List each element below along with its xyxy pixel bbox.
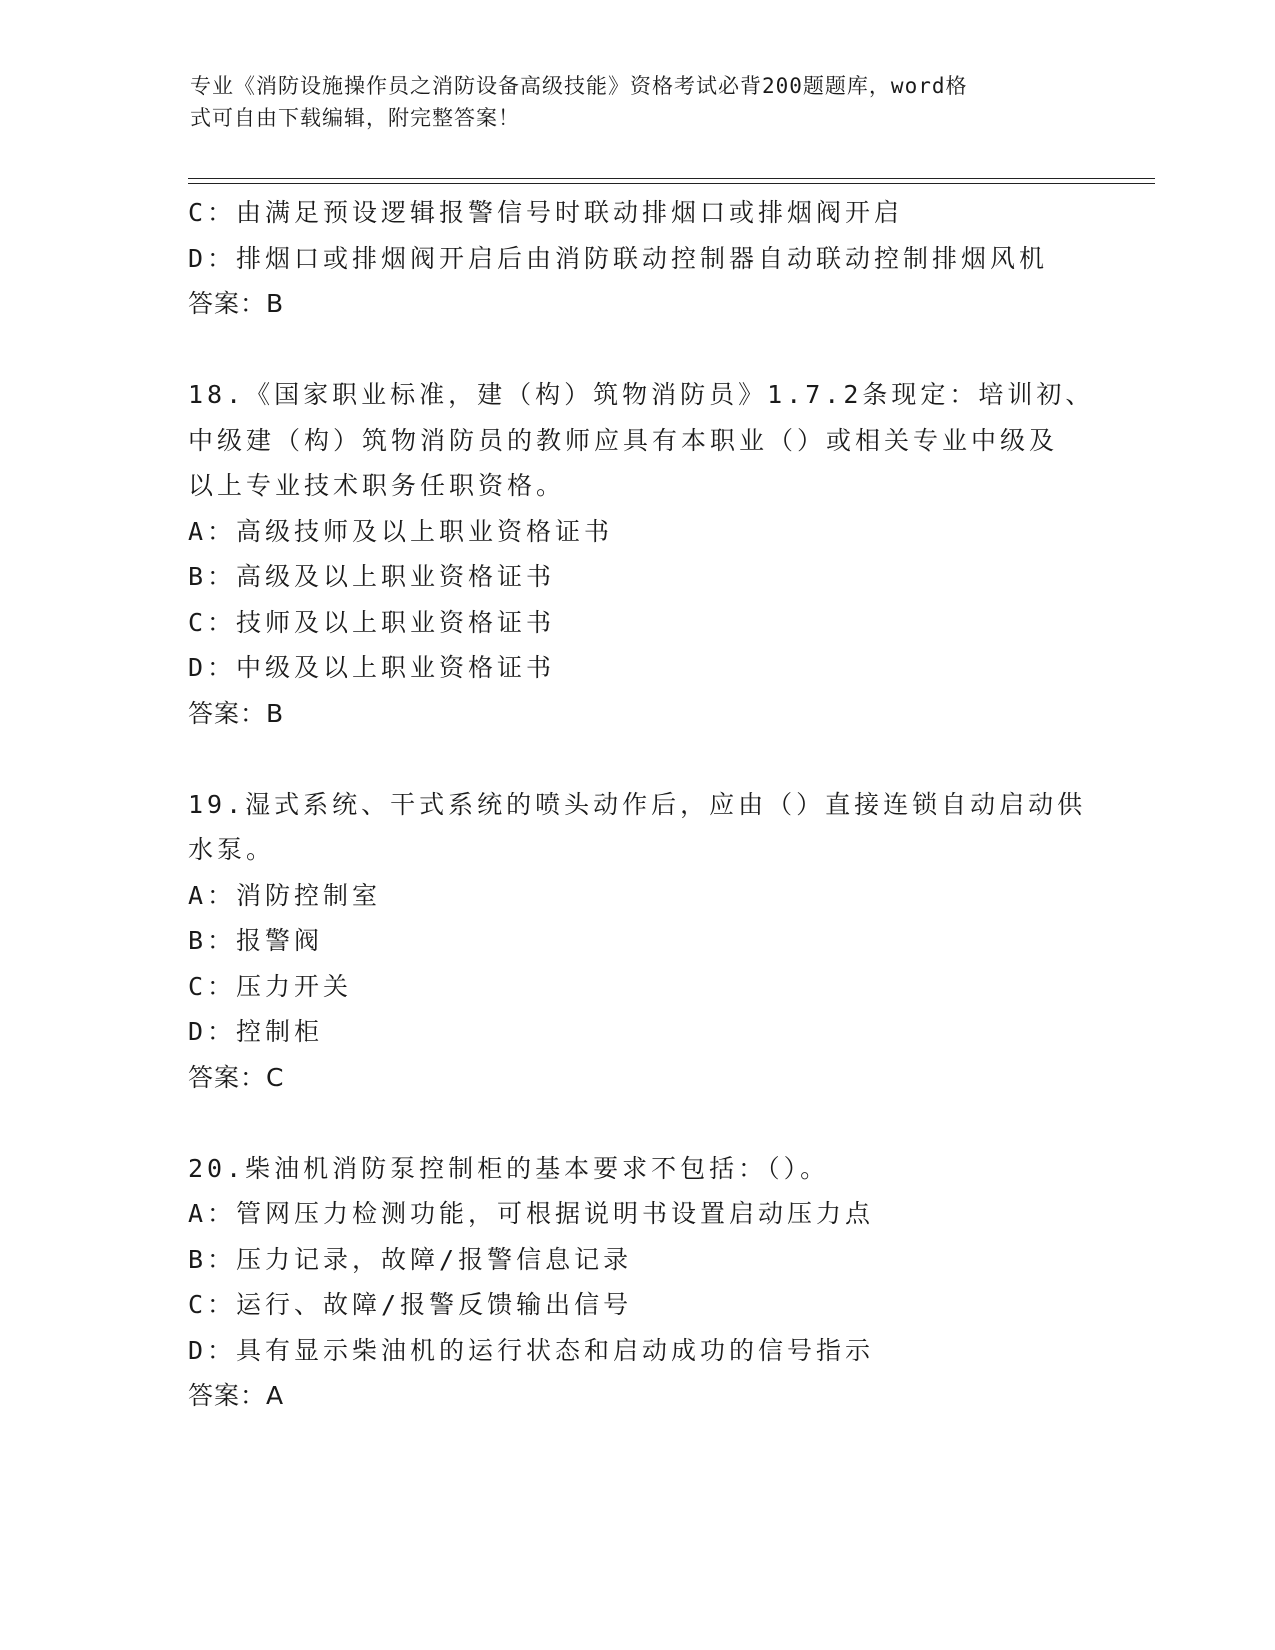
q20-stem-line-1: 20.柴油机消防泵控制柜的基本要求不包括：（）。 [188, 1153, 830, 1183]
q17-option-d: D：排烟口或排烟阀开启后由消防联动控制器自动联动控制排烟风机 [188, 243, 1049, 273]
q17-answer: 答案：B [188, 289, 285, 318]
question-list [188, 190, 1095, 1419]
q20-option-d: D：具有显示柴油机的运行状态和启动成功的信号指示 [188, 1335, 875, 1365]
q19-stem-line-2: 水泵。 [188, 835, 276, 864]
q19-option-c: C：压力开关 [188, 971, 353, 1001]
q18-stem-line-2: 中级建（构）筑物消防员的教师应具有本职业（）或相关专业中级及 [188, 425, 1059, 455]
q18-stem-line-3: 以上专业技术职务任职资格。 [188, 471, 566, 500]
question-18 [188, 372, 1095, 736]
q18-option-c: C：技师及以上职业资格证书 [188, 607, 556, 637]
spacer [188, 736, 1088, 782]
q20-option-a: A：管网压力检测功能，可根据说明书设置启动压力点 [188, 1199, 875, 1228]
header-line-2: 式可自由下载编辑，附完整答案！ [190, 106, 520, 130]
q18-option-d: D：中级及以上职业资格证书 [188, 653, 556, 682]
q18-option-a: A：高级技师及以上职业资格证书 [188, 516, 614, 546]
q18-answer: 答案：B [188, 698, 285, 728]
q19-option-b: B：报警阀 [188, 926, 324, 955]
q19-stem-line-1: 19.湿式系统、干式系统的喷头动作后，应由（）直接连锁自动启动供 [188, 789, 1087, 819]
q19-answer: 答案：C [188, 1062, 285, 1092]
q17-option-c: C：由满足预设逻辑报警信号时联动排烟口或排烟阀开启 [188, 198, 904, 227]
spacer [188, 327, 1088, 373]
q18-stem-line-1: 18.《国家职业标准，建（构）筑物消防员》1.7.2条现定：培训初、 [188, 380, 1095, 409]
q19-option-a: A：消防控制室 [188, 880, 382, 910]
header-line-1: 专业《消防设施操作员之消防设备高级技能》资格考试必背200题题库，word格 [190, 74, 968, 98]
header-divider-bottom [188, 183, 1155, 184]
document-header [190, 70, 1070, 134]
q19-option-d: D：控制柜 [188, 1017, 324, 1046]
question-20 [188, 1146, 1088, 1419]
header-divider-top [188, 178, 1155, 179]
q20-option-b: B：压力记录，故障/报警信息记录 [188, 1244, 633, 1274]
q18-option-b: B：高级及以上职业资格证书 [188, 562, 556, 591]
q20-answer: 答案：A [188, 1381, 285, 1410]
spacer [188, 1100, 1088, 1146]
question-19 [188, 782, 1088, 1101]
q20-option-c: C：运行、故障/报警反馈输出信号 [188, 1290, 633, 1319]
question-17-fragment [188, 190, 1088, 327]
